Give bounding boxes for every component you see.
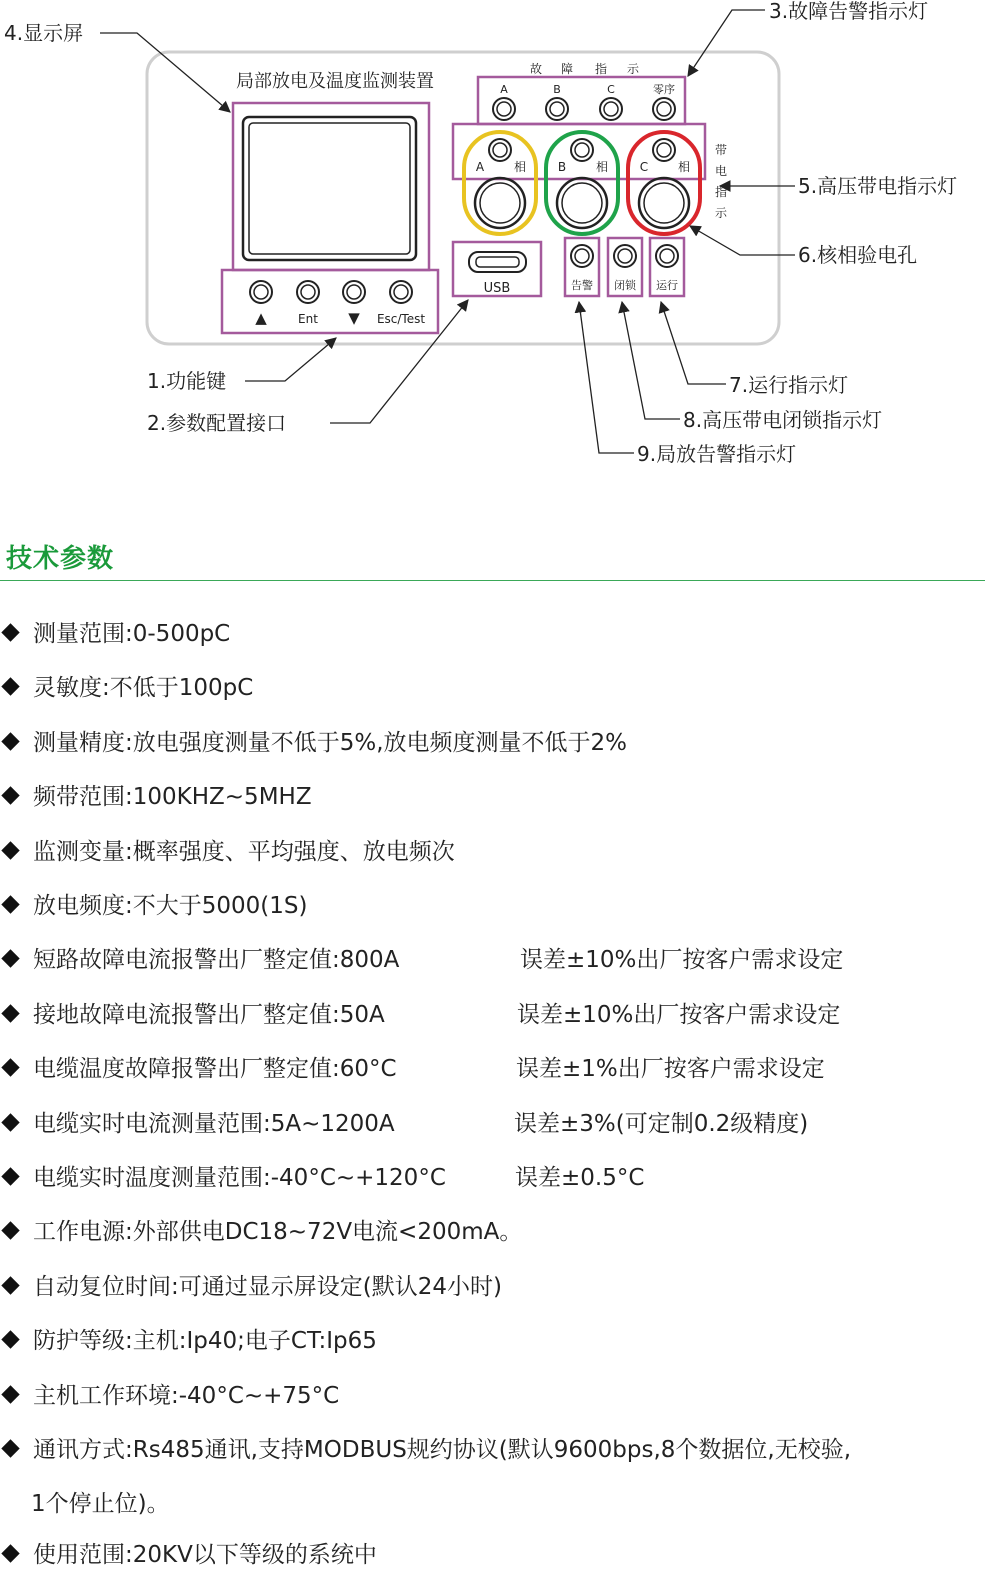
live-indicator-char: 示 (714, 206, 728, 220)
phase-letter: A (475, 160, 485, 174)
callout-7: 7.运行指示灯 (729, 373, 849, 397)
phase-test-hole-inner (644, 183, 684, 223)
fault-title-char: 故 (529, 62, 543, 76)
diamond-bullet-icon (1, 1439, 19, 1457)
diamond-bullet-icon (1, 841, 19, 859)
diamond-bullet-icon (1, 1222, 19, 1240)
phase-suffix: 相 (595, 160, 609, 174)
phase-letter: C (639, 160, 649, 174)
spec-tolerance: 误差±3%(可定制0.2级精度) (514, 1110, 809, 1137)
spec-tolerance: 误差±10%出厂按客户需求设定 (520, 947, 844, 974)
spec-text: 自动复位时间:可通过显示屏设定(默认24小时) (33, 1273, 502, 1300)
diamond-bullet-icon (1, 678, 19, 696)
fault-light-1-inner (550, 102, 564, 116)
fault-title-char: 示 (626, 62, 640, 76)
key-button-3-inner (394, 285, 408, 299)
key-button-0-inner (254, 285, 268, 299)
usb-port-outer[interactable] (469, 252, 526, 272)
diamond-bullet-icon (1, 1385, 19, 1403)
spec-text: 主机工作环境:-40°C~+75°C (33, 1382, 340, 1409)
fault-light-label: B (553, 83, 561, 96)
spec-text: 电缆实时电流测量范围:5A~1200A (33, 1110, 395, 1137)
status-light-label: 运行 (656, 279, 678, 292)
spec-text: 测量精度:放电强度测量不低于5%,放电频度测量不低于2% (33, 729, 628, 756)
diamond-bullet-icon (1, 732, 19, 750)
spec-tolerance: 误差±1%出厂按客户需求设定 (516, 1056, 825, 1083)
spec-text: 接地故障电流报警出厂整定值:50A (33, 1001, 385, 1028)
function-keys (250, 281, 425, 327)
live-indicator-char: 电 (714, 164, 728, 178)
diamond-bullet-icon (1, 1113, 19, 1131)
spec-text: 短路故障电流报警出厂整定值:800A (33, 947, 400, 974)
phase-test-hole-2[interactable] (639, 178, 689, 228)
diamond-bullet-icon (1, 1330, 19, 1348)
diamond-bullet-icon (1, 786, 19, 804)
fault-light-0-inner (497, 102, 511, 116)
callout-1: 1.功能键 (147, 369, 227, 393)
spec-text: 监测变量:概率强度、平均强度、放电频次 (33, 838, 455, 865)
diamond-bullet-icon (1, 1167, 19, 1185)
usb-port-inner (476, 257, 519, 267)
phase-test-hole-0[interactable] (475, 178, 525, 228)
phase-suffix: 相 (513, 160, 527, 174)
phase-live-light-2-inner (657, 143, 671, 157)
specs-title: 技术参数 (6, 544, 115, 574)
diamond-bullet-icon (1, 950, 19, 968)
diamond-bullet-icon (1, 1276, 19, 1294)
specs-divider (0, 580, 985, 581)
key-label-0: ▲ (255, 309, 267, 327)
display-frame (233, 103, 429, 270)
spec-continuation: 1个停止位)。 (31, 1491, 170, 1518)
display-screen (243, 117, 416, 260)
diamond-bullet-icon (1, 1004, 19, 1022)
phase-sockets (464, 132, 700, 234)
diamond-bullet-icon (1, 623, 19, 641)
spec-text: 工作电源:外部供电DC18~72V电流<200mA。 (33, 1219, 523, 1246)
diamond-bullet-icon (1, 1544, 19, 1562)
fault-light-3-inner (657, 102, 671, 116)
fault-light-2-inner (604, 102, 618, 116)
diamond-bullet-icon (1, 895, 19, 913)
spec-text: 电缆温度故障报警出厂整定值:60°C (33, 1056, 397, 1083)
live-indicator-char: 指 (714, 185, 728, 199)
key-label-3: Esc/Test (376, 312, 426, 326)
phase-suffix: 相 (677, 160, 691, 174)
phase-live-light-0-inner (493, 143, 507, 157)
live-indicator-label (715, 142, 728, 220)
callout-6: 6.核相验电孔 (798, 243, 918, 267)
spec-text: 灵敏度:不低于100pC (33, 675, 254, 702)
spec-text: 通讯方式:Rs485通讯,支持MODBUS规约协议(默认9600bps,8个数据位,无校验, (33, 1437, 852, 1463)
display-screen-inner (249, 123, 410, 254)
status-lights (565, 238, 684, 296)
spec-tolerance: 误差±10%出厂按客户需求设定 (517, 1001, 841, 1028)
spec-text: 防护等级:主机:Ip40;电子CT:Ip65 (33, 1328, 377, 1355)
phase-letter: B (557, 160, 567, 174)
callout-9: 9.局放告警指示灯 (637, 442, 797, 466)
fault-indicator-lights (493, 82, 675, 120)
status-light-label: 闭锁 (614, 279, 636, 292)
callout-2: 2.参数配置接口 (147, 411, 287, 435)
callout-8: 8.高压带电闭锁指示灯 (683, 408, 883, 432)
fault-indicator-title (530, 61, 640, 76)
status-light-1-inner (618, 249, 632, 263)
diamond-bullet-icon (1, 1058, 19, 1076)
status-light-0-inner (575, 249, 589, 263)
device-panel-diagram (0, 0, 1000, 480)
status-light-2-inner (660, 249, 674, 263)
spec-text: 使用范围:20KV以下等级的系统中 (33, 1541, 377, 1568)
status-light-label: 告警 (571, 279, 593, 292)
live-indicator-char: 带 (714, 143, 728, 157)
fault-light-label: 零序 (653, 83, 675, 96)
spec-text: 放电频度:不大于5000(1S) (33, 893, 308, 919)
phase-live-light-1-inner (575, 143, 589, 157)
callout-5: 5.高压带电指示灯 (798, 174, 958, 198)
key-label-2: ▼ (348, 309, 360, 327)
fault-title-char: 障 (560, 62, 574, 76)
spec-text: 频带范围:100KHZ~5MHZ (33, 784, 312, 811)
fault-light-label: C (607, 83, 615, 96)
key-button-1-inner (301, 285, 315, 299)
phase-test-hole-inner (562, 183, 602, 223)
spec-tolerance: 误差±0.5°C (515, 1165, 645, 1191)
spec-text: 测量范围:0-500pC (33, 621, 231, 647)
fault-light-label: A (500, 83, 508, 96)
spec-text: 电缆实时温度测量范围:-40°C~+120°C (33, 1165, 446, 1191)
fault-title-char: 指 (594, 62, 608, 76)
callout-3: 3.故障告警指示灯 (769, 0, 929, 23)
phase-test-hole-1[interactable] (557, 178, 607, 228)
device-title: 局部放电及温度监测装置 (236, 71, 434, 92)
usb-label: USB (483, 281, 511, 296)
key-label-1: Ent (298, 312, 318, 326)
key-button-2-inner (347, 285, 361, 299)
phase-test-hole-inner (480, 183, 520, 223)
callout-4: 4.显示屏 (4, 21, 84, 45)
